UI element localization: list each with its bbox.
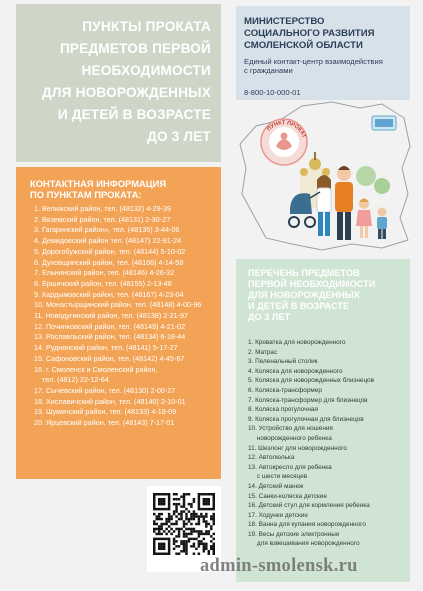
list-item: для взвешивания новорожденного (248, 540, 360, 548)
items-heading-line: И ДЕТЕЙ В ВОЗРАСТЕ (248, 301, 350, 311)
list-item: новорожденного ребенка (248, 434, 332, 442)
list-item: 14. Детский манеж (248, 482, 304, 490)
contact-item: 10. Монастырщинский район, тел. (48148) 4-00-96 (34, 300, 202, 310)
family-illustration (232, 98, 414, 253)
list-item: 11. Шезлонг для новорожденного (248, 444, 347, 452)
list-item: 2. Матрас (248, 348, 278, 356)
list-item: 18. Ванна для купания новорожденного (248, 521, 366, 529)
items-list-block (236, 259, 410, 582)
ministry-name (244, 16, 404, 52)
contact-item: 13. Рославльский район, тел. (48134) 6-18-44 (34, 332, 186, 342)
title-line: ДО 3 ЛЕТ (147, 129, 211, 144)
logo-text: ПУНКТ ПРОКАТ (266, 120, 307, 139)
contacts-heading-line: ПО ПУНКТАМ ПРОКАТА: (30, 189, 142, 200)
items-heading-line: ДО 3 ЛЕТ (248, 312, 291, 322)
contact-item: 8. Ершичский район, тел. (48155) 2-13-48 (34, 278, 172, 288)
list-item: 17. Ходунки детские (248, 511, 308, 519)
list-item: 6. Коляска-трансформер (248, 386, 322, 394)
contact-item: 12. Починковский район, тел. (48149) 4-21-02 (34, 321, 186, 331)
contact-item: 7. Ельнинский район, тел. (48146) 4-26-32 (34, 268, 175, 278)
contact-item: 3. Гагаринский район», тел. (48135) 3-44-06 (34, 225, 180, 235)
items-heading-line: ДЛЯ НОВОРОЖДЕННЫХ (248, 290, 360, 300)
title-line: И ДЕТЕЙ В ВОЗРАСТЕ (57, 107, 211, 122)
contact-item: 6. Духовщинский район, тел. (48166) 4-14-58 (34, 257, 184, 267)
list-item: 19. Весы детские электронные (248, 530, 340, 538)
list-item: 1. Кроватка для новорожденного (248, 339, 346, 346)
list-item: 7. Коляска-трансформер для близнецов (248, 396, 368, 404)
father-figure (335, 166, 353, 240)
list-item: 9. Коляска прогулочная для близнецов (248, 415, 364, 423)
list-item: 15. Санки-коляска детские (248, 492, 327, 500)
title-line: ПУНКТЫ ПРОКАТА (82, 19, 211, 34)
title-line: ПРЕДМЕТОВ ПЕРВОЙ (59, 41, 211, 56)
contacts-block (16, 167, 221, 479)
baby-bottle-icon (372, 116, 396, 130)
items-heading-line: ПЕРЕЧЕНЬ ПРЕДМЕТОВ (248, 268, 360, 278)
list-item: 8. Коляска прогулочная (248, 406, 318, 414)
child-boy-figure (377, 208, 387, 240)
contact-item: 2. Вяземский район, тел. (48131) 2-30-27 (34, 214, 171, 224)
title-block (16, 4, 221, 162)
items-heading-line: ПЕРВОЙ НЕОБХОДИМОСТИ (248, 279, 376, 289)
contacts-heading-line: КОНТАКТНАЯ ИНФОРМАЦИЯ (30, 178, 167, 189)
contact-center-label (244, 57, 404, 75)
contact-item: 19. Шумячский район, тел. (48133) 4-18-09 (34, 407, 177, 417)
contact-item: 15. Сафоновский район, тел. (48142) 4-45-67 (34, 353, 185, 363)
qr-code-image (153, 493, 215, 555)
list-item: с шести месяцев (248, 473, 308, 481)
contact-center-phone: 8-800-10-000-01 (244, 88, 301, 97)
title-line: НЕОБХОДИМОСТИ (81, 63, 211, 78)
contact-item: 11. Новодугинский район, тел. (48138) 2-21-97 (34, 311, 189, 321)
contact-item: 18. Хиславичский район, тел. (48140) 2-10-01 (34, 396, 186, 406)
list-item: 5. Коляска для новорожденных близнецов (248, 377, 374, 385)
items-list-heading (248, 268, 408, 323)
ministry-name-line: СМОЛЕНСКОЙ ОБЛАСТИ (244, 40, 363, 51)
list-item: 12. Автолюлька (248, 454, 295, 462)
mother-figure (317, 175, 331, 236)
contact-center-line: с гражданами (244, 66, 293, 75)
contact-center-line: Единый контакт-центр взаимодействия (244, 57, 383, 66)
tree-icon (374, 178, 390, 194)
ministry-name-line: МИНИСТЕРСТВО (244, 16, 325, 27)
contact-item: 20. Ярцевский район, тел. (48143) 7-17-01 (34, 418, 175, 428)
list-item: 4. Коляска для новорожденного (248, 367, 343, 375)
rental-point-logo (232, 98, 307, 165)
child-girl-figure (356, 199, 372, 239)
contact-item: 16. г. Смоленск и Смоленский район, (34, 364, 158, 374)
page-title (21, 16, 211, 148)
tree-icon (356, 166, 376, 186)
contact-item: 17. Сычевский район, тел. (48130) 2-00-27 (34, 385, 176, 395)
contact-item: 5. Дорогобужский район, тел. (48144) 5-10-02 (34, 246, 186, 256)
ministry-name-line: СОЦИАЛЬНОГО РАЗВИТИЯ (244, 28, 375, 39)
contact-item: 14. Руднянский район, тел. (48141) 5-17-27 (34, 343, 178, 353)
list-item: 16. Детский стул для кормления ребенка (248, 502, 370, 510)
ministry-block (236, 6, 410, 100)
items-list (248, 338, 410, 549)
contacts-heading (30, 178, 215, 200)
title-line: ДЛЯ НОВОРОЖДЕННЫХ (42, 85, 211, 100)
site-watermark: admin-smolensk.ru (200, 556, 358, 576)
list-item: 3. Пеленальный столик (248, 358, 318, 366)
contact-item: 4. Демидовский район тел. (48147) 22-91-24 (34, 236, 182, 246)
contact-item: 9. Кардымовский район, тел. (48167) 4-23-04 (34, 289, 184, 299)
list-item: 13. Автокресло для ребенка (248, 463, 332, 471)
contact-item: тел. (4812) 22-12-64 (34, 375, 109, 385)
contacts-list (34, 204, 219, 429)
contact-item: 1. Велижский район, тел. (48132) 4-29-39 (34, 204, 171, 213)
list-item: 10. Устройство для ношения (248, 425, 333, 433)
